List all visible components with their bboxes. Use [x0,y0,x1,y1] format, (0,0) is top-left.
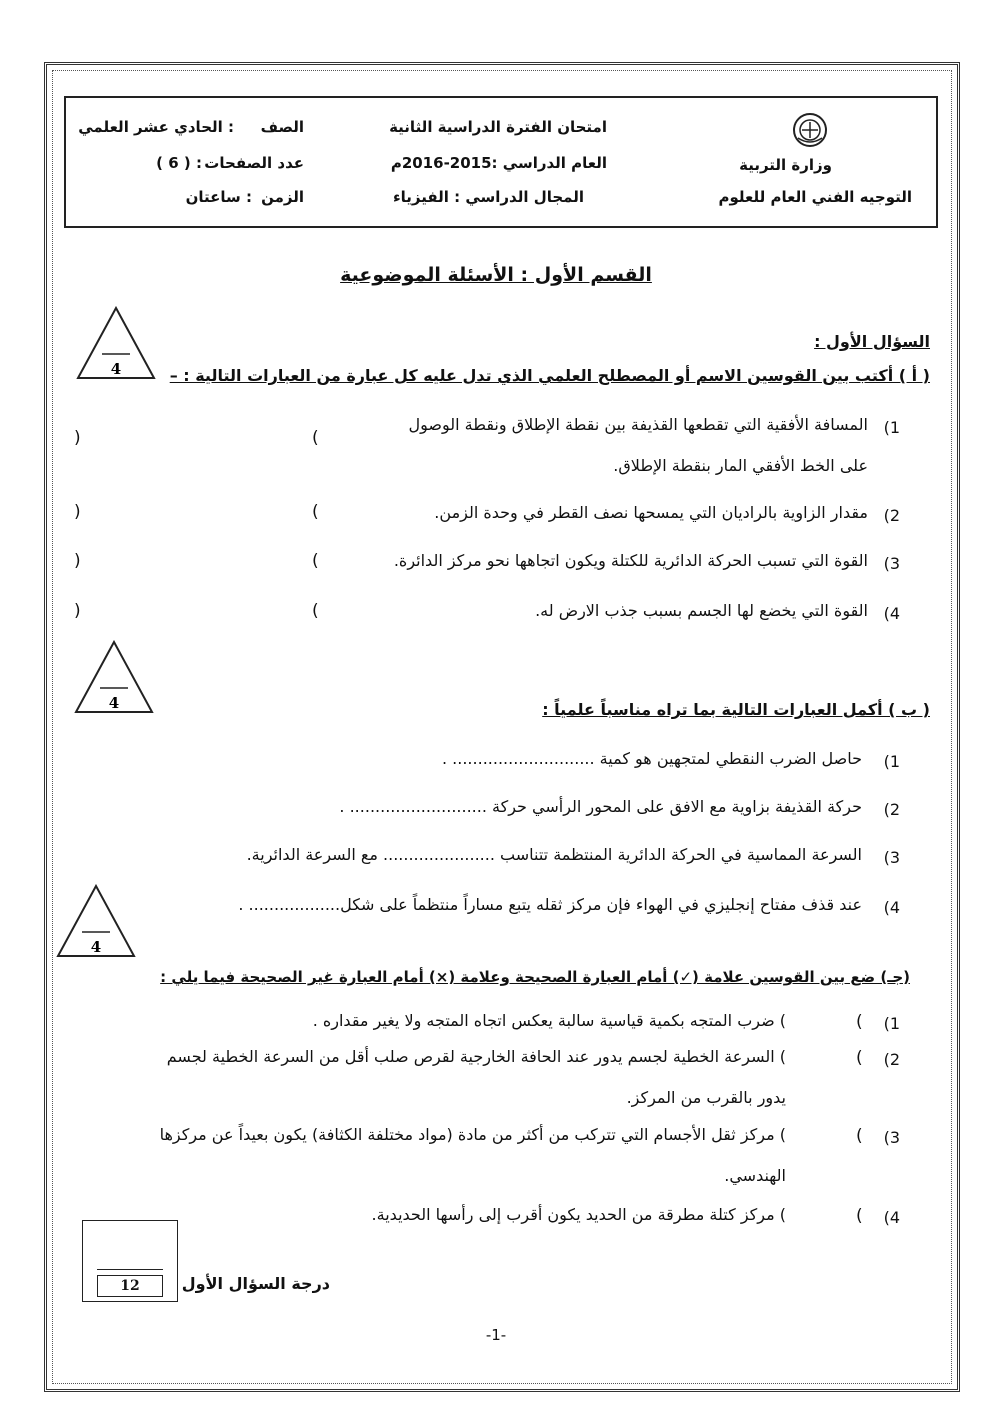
part-c-item-2-num: 2) [883,1050,900,1069]
exam-title: امتحان الفترة الدراسية الثانية [389,118,607,136]
answer-paren-open-3: ( [312,551,319,571]
part-a-item-4-num: 4) [883,604,900,623]
part-b-item-2-num: 2) [883,800,900,819]
directorate-name: التوجيه الفني العام للعلوم [718,188,912,206]
answer-paren-close-1: ) [74,428,81,448]
answer-paren-close-2: ) [74,502,81,522]
part-c-item-3-num: 3) [883,1128,900,1147]
answer-paren-open-4: ( [312,601,319,621]
ministry-name: وزارة التربية [739,156,832,174]
check-paren-3: ( [856,1126,863,1146]
score-b: 4 [108,694,120,712]
part-c-item-3-line-1: ) مركز ثقل الأجسام التي تتركب من أكثر من مادة (مواد مختلفة الكثافة) يكون بعيداً عن مركزها [159,1125,786,1144]
page-number: -1- [485,1326,507,1344]
part-c-item-4-num: 4) [883,1208,900,1227]
part-a-item-1-line-2: على الخط الأفقي المار بنقطة الإطلاق. [613,456,868,475]
check-paren-1: ( [856,1012,863,1032]
total-score-label: درجة السؤال الأول [181,1274,330,1293]
pages-value: : ( 6 ) [156,154,202,172]
part-c-item-4-text: ) مركز كتلة مطرقة من الحديد يكون أقرب إلى رأسها الحديدية. [371,1205,786,1224]
part-a-item-1-line-1: المسافة الأفقية التي تقطعها القذيفة بين نقطة الإطلاق ونقطة الوصول [408,415,868,434]
part-c-item-3-line-2: الهندسي. [724,1166,786,1185]
part-a-item-1-num: 1) [883,418,900,437]
check-paren-4: ( [856,1206,863,1226]
part-a-item-3-text: القوة التي تسبب الحركة الدائرية للكتلة ويكون اتجاهها نحو مركز الدائرة. [393,551,868,570]
part-b-item-3-num: 3) [883,848,900,867]
time-label: الزمن [261,188,304,206]
part-a-heading: ( أ ) أكتب بين القوسين الاسم أو المصطلح العلمي الذي تدل عليه كل عبارة من العبارات التالية : – [169,366,930,385]
part-a-item-2-num: 2) [883,506,900,525]
pages-label: عدد الصفحات [204,154,304,172]
time-value: : ساعتان [185,188,252,206]
part-b-heading: ( ب ) أكمل العبارات التالية بما تراه مناسباً علمياً : [542,700,930,719]
check-paren-2: ( [856,1048,863,1068]
answer-paren-open-1: ( [312,428,319,448]
part-c-item-1-text: ) ضرب المتجه بكمية قياسية سالبة يعكس اتجاه المتجه ولا يغير مقداره . [312,1011,786,1030]
answer-paren-open-2: ( [312,502,319,522]
subject: المجال الدراسي : الفيزياء [392,188,584,206]
part-a-item-3-num: 3) [883,554,900,573]
part-c-item-2-line-1: ) السرعة الخطية لجسم يدور عند الحافة الخارجية لقرص صلب أقل من السرعة الخطية لجسم [166,1047,786,1066]
part-b-item-1-text: حاصل الضرب النقطي لمتجهين هو كمية ............................ . [442,749,862,768]
part-c-heading: (جـ) ضع بين القوسين علامة (✓) أمام العبارة الصحيحة وعلامة (×) أمام العبارة غير الصحيحة فيما يلي : [160,968,910,986]
academic-year: العام الدراسي :2015-2016م [390,154,607,172]
score-triangle-b [74,640,154,714]
score-triangle-c [56,884,136,958]
part-b-item-2-text: حركة القذيفة بزاوية مع الافق على المحور الرأسي حركة ........................... . [339,797,862,816]
score-triangle-a [76,306,156,380]
grade-label: الصف [260,118,304,136]
part-b-item-3-text: السرعة المماسية في الحركة الدائرية المنتظمة تتناسب ...................... مع السرعة الدائرية. [246,845,862,864]
question-1-label: السؤال الأول : [814,332,930,351]
answer-paren-close-3: ) [74,551,81,571]
total-score-box [82,1220,178,1302]
part-c-item-2-line-2: يدور بالقرب من المركز. [626,1088,786,1107]
score-c: 4 [90,938,102,956]
answer-paren-close-4: ) [74,601,81,621]
part-a-item-2-text: مقدار الزاوية بالراديان التي يمسحها نصف القطر في وحدة الزمن. [434,503,868,522]
ministry-emblem-icon [792,112,828,148]
part-b-item-1-num: 1) [883,752,900,771]
score-a: 4 [110,360,122,378]
section-title: القسم الأول : الأسئلة الموضوعية [340,264,652,286]
part-a-item-4-text: القوة التي يخضع لها الجسم بسبب جذب الارض له. [535,601,868,620]
grade-value: : الحادي عشر العلمي [78,118,234,136]
part-c-item-1-num: 1) [883,1014,900,1033]
part-b-item-4-text: عند قذف مفتاح إنجليزي في الهواء فإن مركز ثقله يتبع مساراً منتظماً على شكل.................. . [238,895,862,914]
total-score: 12 [97,1275,163,1297]
part-b-item-4-num: 4) [883,898,900,917]
